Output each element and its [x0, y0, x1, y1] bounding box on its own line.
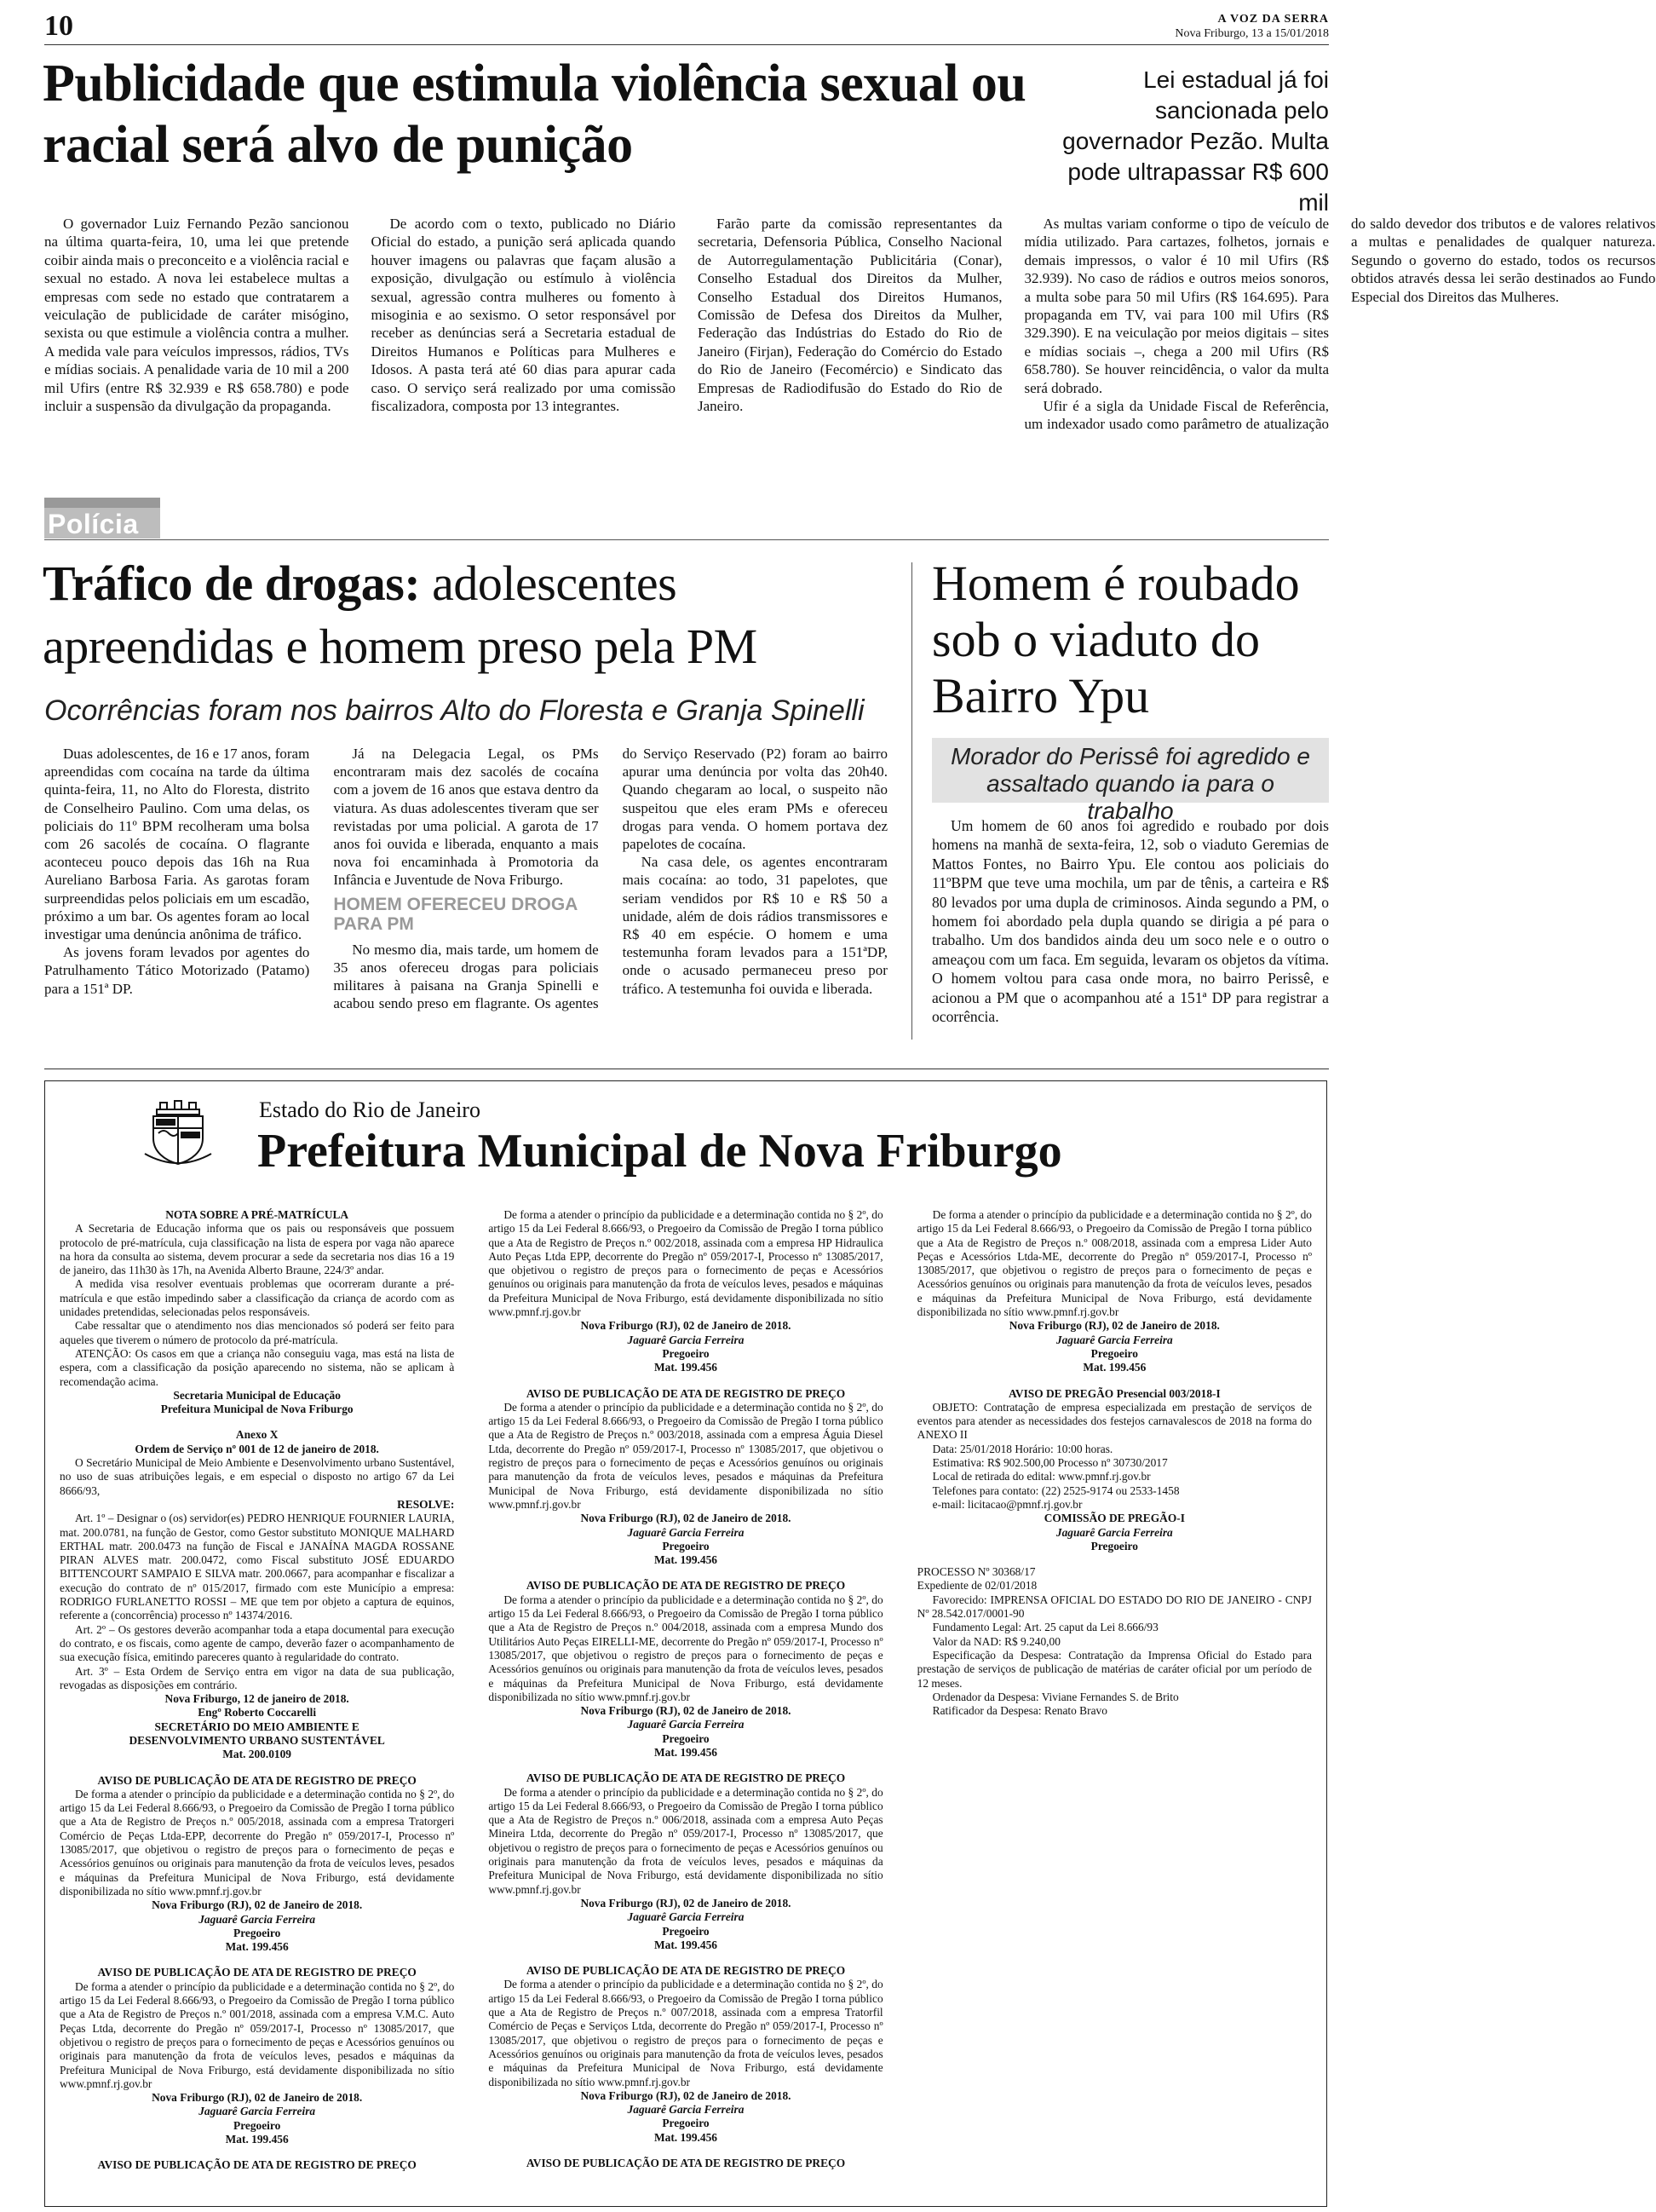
notice-heading: Mat. 199.456 [653, 2130, 717, 2144]
notice-paragraph: De forma a atender o princípio da publicidade e a determinação contida no § 2º, do artigo 15 da Lei Federal 8.666/93, o Pregoeiro da Comissão de Pregão I torna público que a Ata de Registro de Preços n.º 001/2018, assinada com a empresa V.M.C. Auto Peças Ltda, decorrente do Pregão nº 059/2017-I, Processo nº 13085/2017, que objetivou o registro de preços para o fornecimento de peças e Acessórios genuínos ou originais para manutenção da frota de veículos leves, pesados e máquinas da Prefeitura Municipal de Nova Friburgo, está devidamente disponibilizada no sítio www.pmnf.rj.gov.br [60, 1979, 455, 2090]
notice-heading: Pregoeiro [233, 1926, 281, 1939]
notice-heading: Pregoeiro [662, 2117, 710, 2130]
column-divider [911, 562, 912, 1040]
notice-heading: Pregoeiro [662, 1924, 710, 1938]
notice-gap [60, 1762, 454, 1774]
story2-subhead: HOMEM OFERECEU DROGA PARA PM [333, 894, 578, 934]
section-rule [44, 539, 1329, 540]
notice-gap [488, 1567, 883, 1579]
lead-body [44, 215, 1656, 445]
story3-deck: Morador do Perissê foi agredido e assaltado quando ia para o trabalho [951, 743, 1310, 824]
notice-heading: Ordem de Serviço nº 001 de 12 de janeiro de 2018. [135, 1442, 379, 1455]
notice-heading: DESENVOLVIMENTO URBANO SUSTENTÁVEL [129, 1733, 385, 1747]
story2-headline-bold: Tráfico de drogas: [43, 556, 421, 611]
notice-gap [60, 1954, 454, 1966]
story2-deck: Ocorrências foram nos bairros Alto do Floresta e Granja Spinelli [44, 694, 865, 727]
notice-line: PROCESSO Nº 30368/17 [917, 1565, 1036, 1579]
notice-signatory: Jaguarê Garcia Ferreira [198, 2105, 316, 2118]
notice-gap [488, 1375, 883, 1387]
story2-paragraph: Duas adolescentes, de 16 e 17 anos, foram apreendidas com cocaína na tarde da última quinta-feira, 11, no Alto do Floresta, distrito de Conselheiro Paulino. Com uma delas, os policiais do 11º BPM recolheram uma bolsa com 26 sacolés de cocaína. O flagrante aconteceu pouco depois das 16h na Rua Aureliano Barbosa Faria. As garotas foram surpreendidas pelos policiais em um escadão, próximo a um bar. Os agentes foram ao local investigar uma denúncia anônima de tráfico. [44, 746, 310, 943]
story2-paragraph: As jovens foram levados por agentes do Patrulhamento Tático Motorizado (Patamo) para a 151ª DP. [44, 944, 310, 997]
notice-paragraph: A Secretaria de Educação informa que os pais ou responsáveis que possuem protocolo de pré-matrícula, cuja classificação na lista de espera por vaga não aparece na hora da consulta ao sistema, devem procurar a sede da secretaria nos dias 16 a 19 de janeiro, das 11h30 às 17h, na Avenida Alberto Braune, 224/3º andar. [60, 1222, 455, 1277]
notice-gap [60, 1416, 454, 1428]
notice-paragraph: A medida visa resolver eventuais problemas que ocorreram durante a pré-matrícula e que estão impedindo saber a classificação da criança de acordo com as unidades pretendidas, selecionadas pelos responsáveis. [60, 1277, 455, 1319]
story3-paragraph: Um homem de 60 anos foi agredido e roubado por dois homens na manhã de sexta-feira, 12, sob o viaduto Geremias de Mattos Fontes, no Bairro Ypu. Ele contou aos policiais do 11ºBPM que teve uma mochila, um par de tênis, a carteira e R$ 80 levados por uma dupla de criminosos. Ainda segundo a PM, o homem foi abordado pela dupla quando se dirigia a pé para o trabalho. Um dos bandidos ainda deu um soco nele e o outro o ameaçou com um faca. Em seguida, levaram os objetos da vítima. O homem voltou para casa onde mora, no bairro Perissê, e acionou a PM que o acompanhou até a 151ª DP para registrar a ocorrência. [932, 817, 1329, 1026]
notice-paragraph: Ratificador da Despesa: Renato Bravo [932, 1704, 1107, 1718]
notice-paragraph: De forma a atender o princípio da publicidade e a determinação contida no § 2º, do artigo 15 da Lei Federal 8.666/93, o Pregoeiro da Comissão de Pregão I torna público que a Ata de Registro de Preços n.º 003/2018, assinada com a empresa Águia Diesel Ltda, decorrente do Pregão nº 059/2017-I, Processo nº 13085/2017, que objetivou o registro de preços para o fornecimento de peças e Acessórios genuínos ou originais para manutenção da frota de veículos leves, pesados e máquinas da Prefeitura Municipal de Nova Friburgo, está devidamente disponibilizada no sítio www.pmnf.rj.gov.br [488, 1400, 883, 1511]
notice-paragraph: De forma a atender o princípio da publicidade e a determinação contida no § 2º, do artigo 15 da Lei Federal 8.666/93, o Pregoeiro da Comissão de Pregão I torna público que a Ata de Registro de Preços n.º 004/2018, assinada com a empresa Mundo dos Utilitários Auto Peças EIRELLI-ME, decorrente do Pregão nº 059/2017-I, Processo nº 13085/2017, que objetivou o registro de preços para o fornecimento de peças e Acessórios genuínos ou originais para manutenção da frota de veículos leves, pesados e máquinas da Prefeitura Municipal de Nova Friburgo, está devidamente disponibilizada no sítio www.pmnf.rj.gov.br [488, 1593, 883, 1703]
lead-headline: Publicidade que estimula violência sexual ou racial será alvo de punição [43, 55, 1026, 174]
notice-heading: Nova Friburgo (RJ), 02 de Janeiro de 2018. [580, 1512, 791, 1525]
notice-paragraph: e-mail: licitacao@pmnf.rj.gov.br [932, 1497, 1083, 1511]
notice-heading: Pregoeiro [662, 1539, 710, 1552]
section-label: Polícia [48, 509, 139, 539]
notice-paragraph: Especificação da Despesa: Contratação da Imprensa Oficial do Estado para prestação de serviços de publicação de matérias de caráter oficial por um período de 12 meses. [917, 1648, 1312, 1690]
lead-paragraph: De acordo com o texto, publicado no Diário Oficial do estado, a punição será aplicada quando houver imagens ou palavras que façam alusão a exposição, divulgação ou estímulo à violência sexual, agressão contra mulheres ou fomento à misoginia e ao sexismo. O setor responsável por receber as denúncias será a Secretaria estadual de Direitos Humanos e Políticas para Mulheres e Idosos. A pasta terá até 60 dias para apurar cada caso. O serviço será realizado por uma comissão fiscalizadora, composta por 13 integrantes. [371, 216, 676, 415]
notice-heading: Pregoeiro [233, 2118, 281, 2132]
notice-heading: AVISO DE PUBLICAÇÃO DE ATA DE REGISTRO DE PREÇO [526, 1579, 846, 1593]
notice-heading: Pregoeiro [1090, 1539, 1138, 1552]
notice-paragraph: Art. 2º – Os gestores deverão acompanhar toda a etapa documental para execução do contrato, e os fiscais, como agente de campo, deverão fazer o acompanhamento de sua execução física, emitindo pareceres quanto à regularidade do contrato. [60, 1622, 455, 1664]
notice-heading: AVISO DE PUBLICAÇÃO DE ATA DE REGISTRO DE PREÇO [97, 1966, 417, 1979]
notice-heading: Anexo X [235, 1428, 279, 1442]
notice-heading: Mat. 199.456 [1083, 1361, 1147, 1374]
notice-paragraph: Art. 3º – Esta Ordem de Serviço entra em vigor na data de sua publicação, revogadas as disposições em contrário. [60, 1664, 455, 1691]
notice-signatory: Jaguarê Garcia Ferreira [627, 1333, 745, 1346]
notice-resolve: RESOLVE: [397, 1497, 455, 1511]
notice-line: Expediente de 02/01/2018 [917, 1579, 1038, 1593]
story3-headline: Homem é roubado sob o viaduto do Bairro Ypu [932, 556, 1300, 723]
story3-body [932, 816, 1329, 1026]
notice-heading: Nova Friburgo (RJ), 02 de Janeiro de 2018. [580, 1704, 791, 1718]
lead-paragraph: Ufir é a sigla da Unidade Fiscal de Referência, um indexador usado como parâmetro de atualização do saldo devedor dos tributos e de valores relativos a multas e penalidades de qualquer natureza. Segundo o governo do estado, todos os recursos obtidos através dessa lei serão destinados ao Fundo Especial dos Direitos das Mulheres. [1024, 216, 1656, 433]
header-rule [44, 44, 1329, 45]
story2-headline-rest: adolescentes apreendidas e homem preso pela PM [43, 556, 757, 674]
notice-heading: Mat. 199.456 [225, 2133, 289, 2146]
notice-heading: SECRETÁRIO DO MEIO AMBIENTE E [154, 1719, 359, 1733]
notice-gap [917, 1375, 1312, 1387]
notice-heading: Prefeitura Municipal de Nova Friburgo [160, 1403, 354, 1416]
notice-paragraph: Data: 25/01/2018 Horário: 10:00 horas. [932, 1442, 1113, 1455]
section-band [44, 498, 160, 508]
notice-heading: Nova Friburgo (RJ), 02 de Janeiro de 2018. [152, 2091, 363, 2105]
notice-heading: COMISSÃO DE PREGÃO-I [1044, 1512, 1185, 1525]
notice-gap [488, 1760, 883, 1771]
notice-paragraph: ATENÇÃO: Os casos em que a criança não conseguiu vaga, mas está na lista de espera, com a classificação da posição aparecendo no sistema, não se aplicam à recomendação acima. [60, 1346, 455, 1388]
dateline: Nova Friburgo, 13 a 15/01/2018 [1175, 27, 1329, 40]
lead-kicker: Lei estadual já foi sancionada pelo governador Pezão. Multa pode ultrapassar R$ 600 mil [1062, 66, 1329, 216]
notice-heading: Nova Friburgo, 12 de janeiro de 2018. [164, 1692, 349, 1706]
notice-heading: Mat. 200.0109 [222, 1748, 292, 1761]
notice-paragraph: Telefones para contato: (22) 2525-9174 ou 2533-1458 [932, 1483, 1180, 1497]
notice-signatory: Jaguarê Garcia Ferreira [627, 1910, 745, 1924]
notice-paragraph: Estimativa: R$ 902.500,00 Processo nº 30730/2017 [932, 1456, 1168, 1470]
notice-heading: NOTA SOBRE A PRÉ-MATRÍCULA [165, 1208, 349, 1221]
notice-signatory: Jaguarê Garcia Ferreira [198, 1912, 316, 1926]
page-number: 10 [44, 10, 73, 42]
notice-paragraph: OBJETO: Contratação de empresa especializada em prestação de serviços de eventos para atender as necessidades dos festejos carnavalescos de 2018 na forma do ANEXO II [917, 1400, 1312, 1442]
notice-heading: Pregoeiro [662, 1731, 710, 1745]
notice-paragraph: O Secretário Municipal de Meio Ambiente e Desenvolvimento urbano Sustentável, no uso de suas atribuições legais, e em especial o disposto no artigo 67 da Lei 8666/93, [60, 1456, 455, 1497]
notice-heading: AVISO DE PUBLICAÇÃO DE ATA DE REGISTRO DE PREÇO [526, 1964, 846, 1978]
story3-deck-box [932, 738, 1329, 824]
story2-paragraph: No mesmo dia, mais tarde, um homem de 35 anos ofereceu drogas para policiais militares à paisana na Granja Spinelli e acabou sendo preso em flagrante. Os agentes do Serviço Reservado (P2) foram ao bairro apurar uma denúncia por volta das 20h40. Quando chegaram ao local, o suspeito não suspeitou que eles eram PMs e ofereceu drogas para venda. O homem portava dez papelotes de cocaína. [333, 746, 888, 1012]
municipal-crest-icon [141, 1094, 215, 1172]
lead-paragraph: Farão parte da comissão representantes da secretaria, Defensoria Pública, Conselho Nacional de Autorregulamentação Publicitária (Conar), Conselho Estadual dos Direitos da Mulher, Conselho Estadual dos Direitos Humanos, Comissão de Defesa dos Direitos da Mulher, Federação das Indústrias do Estado do Rio de Janeiro (Firjan), Federação do Comércio do Estado do Rio de Janeiro (Fecomércio) e Sindicato das Empresas de Radiodifusão do Estado do Rio de Janeiro. [698, 216, 1003, 415]
notice-heading: Mat. 199.456 [653, 1361, 717, 1374]
notice-gap [917, 1553, 1312, 1565]
notice-paragraph: Favorecido: IMPRENSA OFICIAL DO ESTADO DO RIO DE JANEIRO - CNPJ Nº 28.542.017/0001-90 [917, 1593, 1312, 1621]
notice-signatory: Jaguarê Garcia Ferreira [627, 2103, 745, 2117]
notice-paragraph: De forma a atender o princípio da publicidade e a determinação contida no § 2º, do artigo 15 da Lei Federal 8.666/93, o Pregoeiro da Comissão de Pregão I torna público que a Ata de Registro de Preços n.º 005/2018, assinada com a empresa Tratorgeri Comércio de Peças Ltda-EPP, decorrente do Pregão nº 059/2017-I, Processo nº 13085/2017, que objetivou o registro de preços para o fornecimento de peças e Acessórios genuínos ou originais para manutenção da frota de veículos leves, pesados e máquinas da Prefeitura Municipal de Nova Friburgo, está devidamente disponibilizada no sítio www.pmnf.rj.gov.br [60, 1787, 455, 1898]
notice-paragraph: De forma a atender o princípio da publicidade e a determinação contida no § 2º, do artigo 15 da Lei Federal 8.666/93, o Pregoeiro da Comissão de Pregão I torna público que a Ata de Registro de Preços n.º 007/2018, assinada com a empresa Tratorfil Comércio de Peças e Serviços Ltda, decorrente do Pregão nº 059/2017-I, Processo nº 13085/2017, que objetivou o registro de preços para o fornecimento de peças e Acessórios genuínos ou originais para manutenção da frota de veículos leves, pesados e máquinas da Prefeitura Municipal de Nova Friburgo, está devidamente disponibilizada no sítio www.pmnf.rj.gov.br [488, 1978, 883, 2088]
lead-paragraph: O governador Luiz Fernando Pezão sancionou na última quarta-feira, 10, uma lei que pretende coibir ainda mais o preconceito e a violência racial e sexual no estado. A nova lei estabelece multas a empresas com sede no estado que contratarem a veiculação de publicidade de caráter misógino, sexista ou que estimule a violência contra a mulher. A medida vale para veículos impressos, rádios, TVs e mídias sociais. A penalidade varia de 10 mil a 200 mil Ufirs (entre R$ 32.939 e R$ 658.780) e pode incluir a suspensão da divulgação da propaganda. [44, 216, 349, 415]
notice-heading: AVISO DE PUBLICAÇÃO DE ATA DE REGISTRO DE PREÇO [97, 2158, 417, 2172]
notice-signatory: Jaguarê Garcia Ferreira [627, 1525, 745, 1539]
notice-paragraph: De forma a atender o princípio da publicidade e a determinação contida no § 2º, do artigo 15 da Lei Federal 8.666/93, o Pregoeiro da Comissão de Pregão I torna público que a Ata de Registro de Preços n.º 006/2018, assinada com a empresa Auto Peças Mineira Ltda, decorrente do Pregão nº 059/2017-I, Processo nº 13085/2017, que objetivou o registro de preços para o fornecimento de peças e Acessórios genuínos ou originais para manutenção da frota de veículos leves, pesados e máquinas da Prefeitura Municipal de Nova Friburgo, está devidamente disponibilizada no sítio www.pmnf.rj.gov.br [488, 1785, 883, 1896]
notice-paragraph: Art. 1º – Designar o (os) servidor(es) PEDRO HENRIQUE FOURNIER LAURIA, mat. 200.0781, na função de Gestor, como Gestor substituto MONIQUE MALHARD ERTHAL matr. 200.0473 na função de Fiscal e JANAÍNA MAGDA ROSSANE PIRAN ALVES matr. 200.0472, como Fiscal substituto JOSÉ EDUARDO BITTENCOURT SAMPAIO E SILVA matr. 200.0667, para acompanhar e fiscalizar a execução do contrato de nº 015/2017, firmado com este Município a empresa: RODRIGO FURLANETTO ROSSI – ME que tem por objeto a captura de equinos, referente a (concorrência) processo nº 14374/2016. [60, 1512, 455, 1622]
notice-gap [488, 2145, 883, 2157]
notice-gap [60, 2146, 454, 2158]
notice-paragraph: De forma a atender o princípio da publicidade e a determinação contida no § 2º, do artigo 15 da Lei Federal 8.666/93, o Pregoeiro da Comissão de Pregão I torna público que a Ata de Registro de Preços n.º 008/2018, assinada com a empresa Lider Auto Peças e Acessórios Ltda-ME, decorrente do Pregão nº 059/2017-I, Processo nº 13085/2017, que objetivou o registro de preços para o fornecimento de peças e Acessórios genuínos ou originais para manutenção da frota de veículos leves, pesados e máquinas da Prefeitura Municipal de Nova Friburgo, está devidamente disponibilizada no sítio www.pmnf.rj.gov.br [917, 1208, 1312, 1319]
notice-signatory: Jaguarê Garcia Ferreira [1055, 1333, 1173, 1346]
notice-signatory: Jaguarê Garcia Ferreira [1055, 1525, 1173, 1539]
notice-heading: Engº Roberto Coccarelli [198, 1706, 317, 1719]
notice-gap [488, 1952, 883, 1964]
notice-heading: AVISO DE PUBLICAÇÃO DE ATA DE REGISTRO DE PREÇO [526, 1771, 846, 1785]
notices-state: Estado do Rio de Janeiro [259, 1097, 480, 1122]
notice-heading: Nova Friburgo (RJ), 02 de Janeiro de 2018. [580, 1319, 791, 1333]
notice-signatory: Jaguarê Garcia Ferreira [627, 1718, 745, 1731]
section-tag [44, 508, 160, 539]
lead-paragraph: As multas variam conforme o tipo de veículo de mídia utilizado. Para cartazes, folhetos, jornais e demais impressos, o valor é 10 mil Ufirs (R$ 32.939). No caso de rádios e outros meios sonoros, a multa sobe para 50 mil Ufirs (R$ 164.695). Para propaganda em TV, vai para 100 mil Ufirs (R$ 329.390). E na veiculação por meios digitais – sites e mídias sociais –, chega a 200 mil Ufirs (R$ 658.780). Se houver reincidência, o valor da multa será dobrado. [1024, 216, 1329, 396]
notice-paragraph: Ordenador da Despesa: Viviane Fernandes S. de Brito [932, 1690, 1179, 1703]
notices-title: Prefeitura Municipal de Nova Friburgo [257, 1125, 1062, 1178]
notice-heading: Mat. 199.456 [653, 1745, 717, 1759]
notice-heading: Nova Friburgo (RJ), 02 de Janeiro de 2018. [1009, 1319, 1220, 1333]
notice-heading: Pregoeiro [662, 1346, 710, 1360]
story2-headline [43, 552, 894, 678]
story2-paragraph: Já na Delegacia Legal, os PMs encontraram mais dez sacolés de cocaína com a jovem de 16 anos que estava dentro da viatura. As duas adolescentes tiveram que ser revistadas por uma policial. A garota de 17 anos foi ouvida e liberada, enquanto a mais nova foi encaminhada à Promotoria da Infância e Juventude de Nova Friburgo. [333, 746, 599, 889]
notice-heading: Secretaria Municipal de Educação [173, 1388, 341, 1402]
notice-paragraph: Valor da NAD: R$ 9.240,00 [932, 1634, 1061, 1648]
notice-heading: Nova Friburgo (RJ), 02 de Janeiro de 2018. [152, 1898, 363, 1912]
notice-heading: Mat. 199.456 [225, 1940, 289, 1954]
notice-heading: AVISO DE PUBLICAÇÃO DE ATA DE REGISTRO DE PREÇO [526, 1386, 846, 1400]
notice-heading: Pregoeiro [1090, 1346, 1138, 1360]
notice-heading: AVISO DE PUBLICAÇÃO DE ATA DE REGISTRO DE PREÇO [526, 2157, 846, 2169]
publication-name: A VOZ DA SERRA [1217, 13, 1329, 26]
notice-heading: Nova Friburgo (RJ), 02 de Janeiro de 2018. [580, 2088, 791, 2102]
notice-heading: AVISO DE PREGÃO Presencial 003/2018-I [1008, 1386, 1221, 1400]
notice-paragraph: De forma a atender o princípio da publicidade e a determinação contida no § 2º, do artigo 15 da Lei Federal 8.666/93, o Pregoeiro da Comissão de Pregão I torna público que a Ata de Registro de Preços n.º 002/2018, assinada com a empresa HP Hidraulica Auto Peças Ltda EPP, decorrente do Pregão nº 059/2017-I, Processo nº 13085/2017, que objetivou o registro de preços para o fornecimento de peças e Acessórios genuínos ou originais para manutenção da frota de veículos leves, pesados e máquinas da Prefeitura Municipal de Nova Friburgo, está devidamente disponibilizada no sítio www.pmnf.rj.gov.br [488, 1208, 883, 1319]
story2-body [44, 745, 888, 1047]
notice-heading: Nova Friburgo (RJ), 02 de Janeiro de 2018. [580, 1896, 791, 1910]
notice-heading: AVISO DE PUBLICAÇÃO DE ATA DE REGISTRO DE PREÇO [97, 1773, 417, 1787]
masthead [1175, 12, 1329, 41]
notice-paragraph: Local de retirada do edital: www.pmnf.rj.gov.br [932, 1470, 1151, 1483]
story2-paragraph: Na casa dele, os agentes encontraram mais cocaína: ao todo, 31 papelotes, que seriam vendidos por R$ 10 e R$ 50 a unidade, além de dois rádios transmissores e R$ 40 em espécie. O homem e uma testemunha foram levados para a 151ªDP, onde o acusado permaneceu preso por tráfico. A testemunha foi ouvida e liberada. [622, 854, 888, 997]
notices-columns [60, 1208, 1312, 2195]
notice-paragraph: Fundamento Legal: Art. 25 caput da Lei 8.666/93 [932, 1621, 1159, 1634]
notice-heading: Mat. 199.456 [653, 1938, 717, 1951]
notice-paragraph: Cabe ressaltar que o atendimento nos dias mencionados só poderá ser feito para aqueles que tiverem o número de protocolo da pré-matrícula. [60, 1319, 455, 1346]
notice-heading: Mat. 199.456 [653, 1553, 717, 1567]
